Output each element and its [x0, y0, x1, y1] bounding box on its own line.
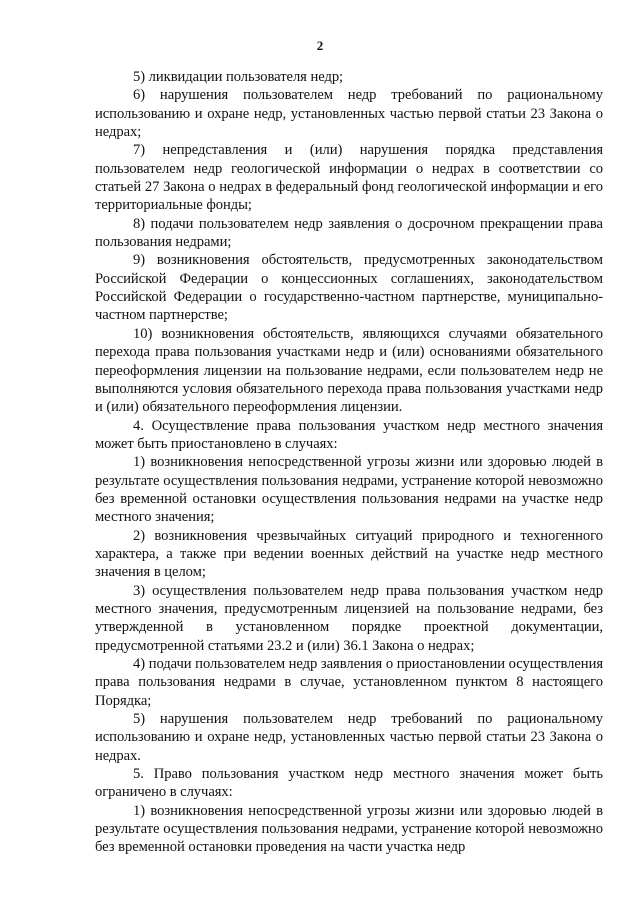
list-item: 5) нарушения пользователем недр требований по рациональному использованию и охране недр, установленных частью первой статьи 23 Закона о недрах. — [95, 711, 603, 764]
list-item: 8) подачи пользователем недр заявления о досрочном прекращении права пользования недрами; — [95, 215, 603, 251]
list-item: 7) непредставления и (или) нарушения порядка представления пользователем недр геологической информации о недрах в соответствии со статьей 27 Закона о недрах в федеральный фонд геологической информации и его территориальные фонды; — [95, 142, 603, 214]
list-item: 1) возникновения непосредственной угрозы жизни или здоровью людей в результате осуществления пользования недрами, устранение которой невозможно без временной остановки проведения на части участка недр — [95, 802, 603, 856]
list-item: 6) нарушения пользователем недр требований по рациональному использованию и охране недр, установленных частью первой статьи 23 Закона о недрах; — [95, 87, 603, 141]
list-item: 2) возникновения чрезвычайных ситуаций природного и техногенного характера, а также при ведении военных действий на участке недр местного значения в целом; — [95, 527, 603, 581]
document-body — [95, 68, 603, 857]
list-item: 4) подачи пользователем недр заявления о приостановлении осуществления права пользования недрами в случае, установленном пунктом 8 настоящего Порядка; — [95, 656, 603, 709]
list-item: 9) возникновения обстоятельств, предусмотренных законодательством Российской Федерации о концессионных соглашениях, законодательством Российской Федерации о государственно-частном партнерстве, муниципально-частном партнерстве; — [95, 252, 603, 324]
section-paragraph: 5. Право пользования участком недр местного значения может быть ограничено в случаях: — [95, 766, 603, 801]
section-paragraph: 4. Осуществление права пользования участком недр местного значения может быть приостановлено в случаях: — [95, 417, 603, 452]
page-number: 2 — [316, 38, 324, 53]
list-item: 5) ликвидации пользователя недр; — [133, 69, 344, 85]
list-item: 3) осуществления пользователем недр права пользования участком недр местного значения, предусмотренным лицензией на пользование недрами, без утвержденной в установленном порядке проектной документации, предусмотренной статьями 23.2 и (или) 36.1 Закона о недрах; — [95, 582, 603, 654]
list-item: 1) возникновения непосредственной угрозы жизни или здоровью людей в результате осуществления пользования недрами, устранение которой невозможно без временной остановки осуществления пользования недрами на участке недр местного значения; — [95, 454, 603, 526]
list-item: 10) возникновения обстоятельств, являющихся случаями обязательного перехода права пользования участками недр и (или) основаниями обязательного переоформления лицензии на пользование недрами, если пользователем недр не выполняются условия обязательного перехода права пользования участками недр и (или) обязательного переоформления лицензии. — [95, 325, 603, 416]
